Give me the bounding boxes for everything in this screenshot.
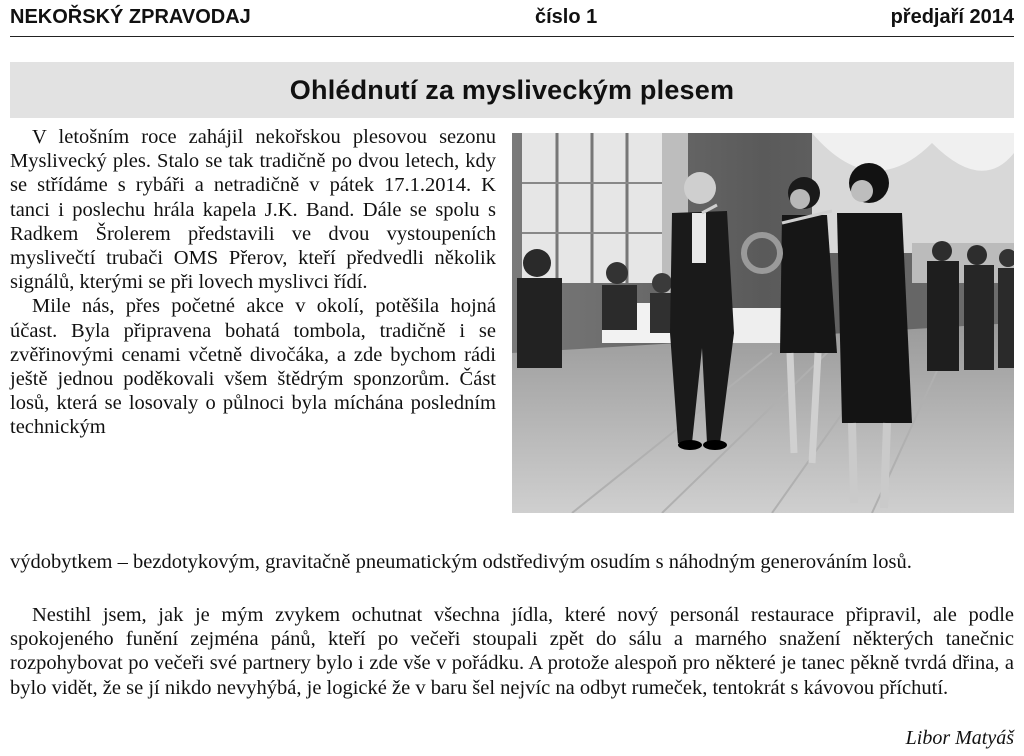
article-paragraph-1: V letošním roce zahájil nekořskou plesovou sezonu Myslivecký ples. Stalo se tak tradičně po dvou letech, kdy se střídáme s rybáři a netradičně v pátek 17.1.2014. K tanci i poslechu hrála kapela J.K. Band. Dále se spolu s Radkem Šrolerem představili ve dvou vystoupeních myslivečtí trubači OMS Přerov, kteří předvedli několik signálů, kterými se při lovech myslivci řídí. xyxy=(10,126,496,294)
article-paragraph-2-continuation xyxy=(10,550,1014,574)
page-header xyxy=(10,0,1014,37)
article-paragraph-3 xyxy=(10,603,1014,700)
article-author: Libor Matyáš xyxy=(905,727,1014,749)
article-photo xyxy=(512,133,1014,513)
issue-season: předjaří 2014 xyxy=(890,6,1014,28)
article-paragraph-2-end: výdobytkem – bezdotykovým, gravitačně pneumatickým odstředivým osudím s náhodným generováním losů. xyxy=(10,551,912,573)
article-paragraph-2: Mile nás, přes početné akce v okolí, potěšila hojná účast. Byla připravena bohatá tombola, tradičně i se zvěřinovými cenami včetně divočáka, a zde bychom rádi ještě jednou poděkovali všem štědrým sponzorům. Část losů, která se losovaly o půlnoci byla míchána posledním technickým xyxy=(10,295,496,439)
issue-number: číslo 1 xyxy=(535,6,598,28)
article-column-left xyxy=(10,125,496,440)
article-title: Ohlédnutí za mysliveckým plesem xyxy=(289,74,735,105)
article-title-bar xyxy=(10,62,1014,118)
newsletter-name: NEKOŘSKÝ ZPRAVODAJ xyxy=(10,6,251,28)
article-paragraph-3-text: Nestihl jsem, jak je mým zvykem ochutnat všechna jídla, které nový personál restaurace připravil, ale podle spokojeného funění zejména pánů, kteří po večeři stoupali zpět do sálu a marného snažení některých tanečnic rozpohybovat po večeři své partnery bylo i zde vše v pořádku. A protože alespoň pro některé je tanec pěkně tvrdá dřina, a bylo vidět, že se jí nikdo nevyhýbá, je logické že v baru šel nejvíc na odbyt rumeček, tentokrát s kávovou příchutí. xyxy=(10,604,1014,699)
photo-trumpeters-image xyxy=(512,133,1014,513)
